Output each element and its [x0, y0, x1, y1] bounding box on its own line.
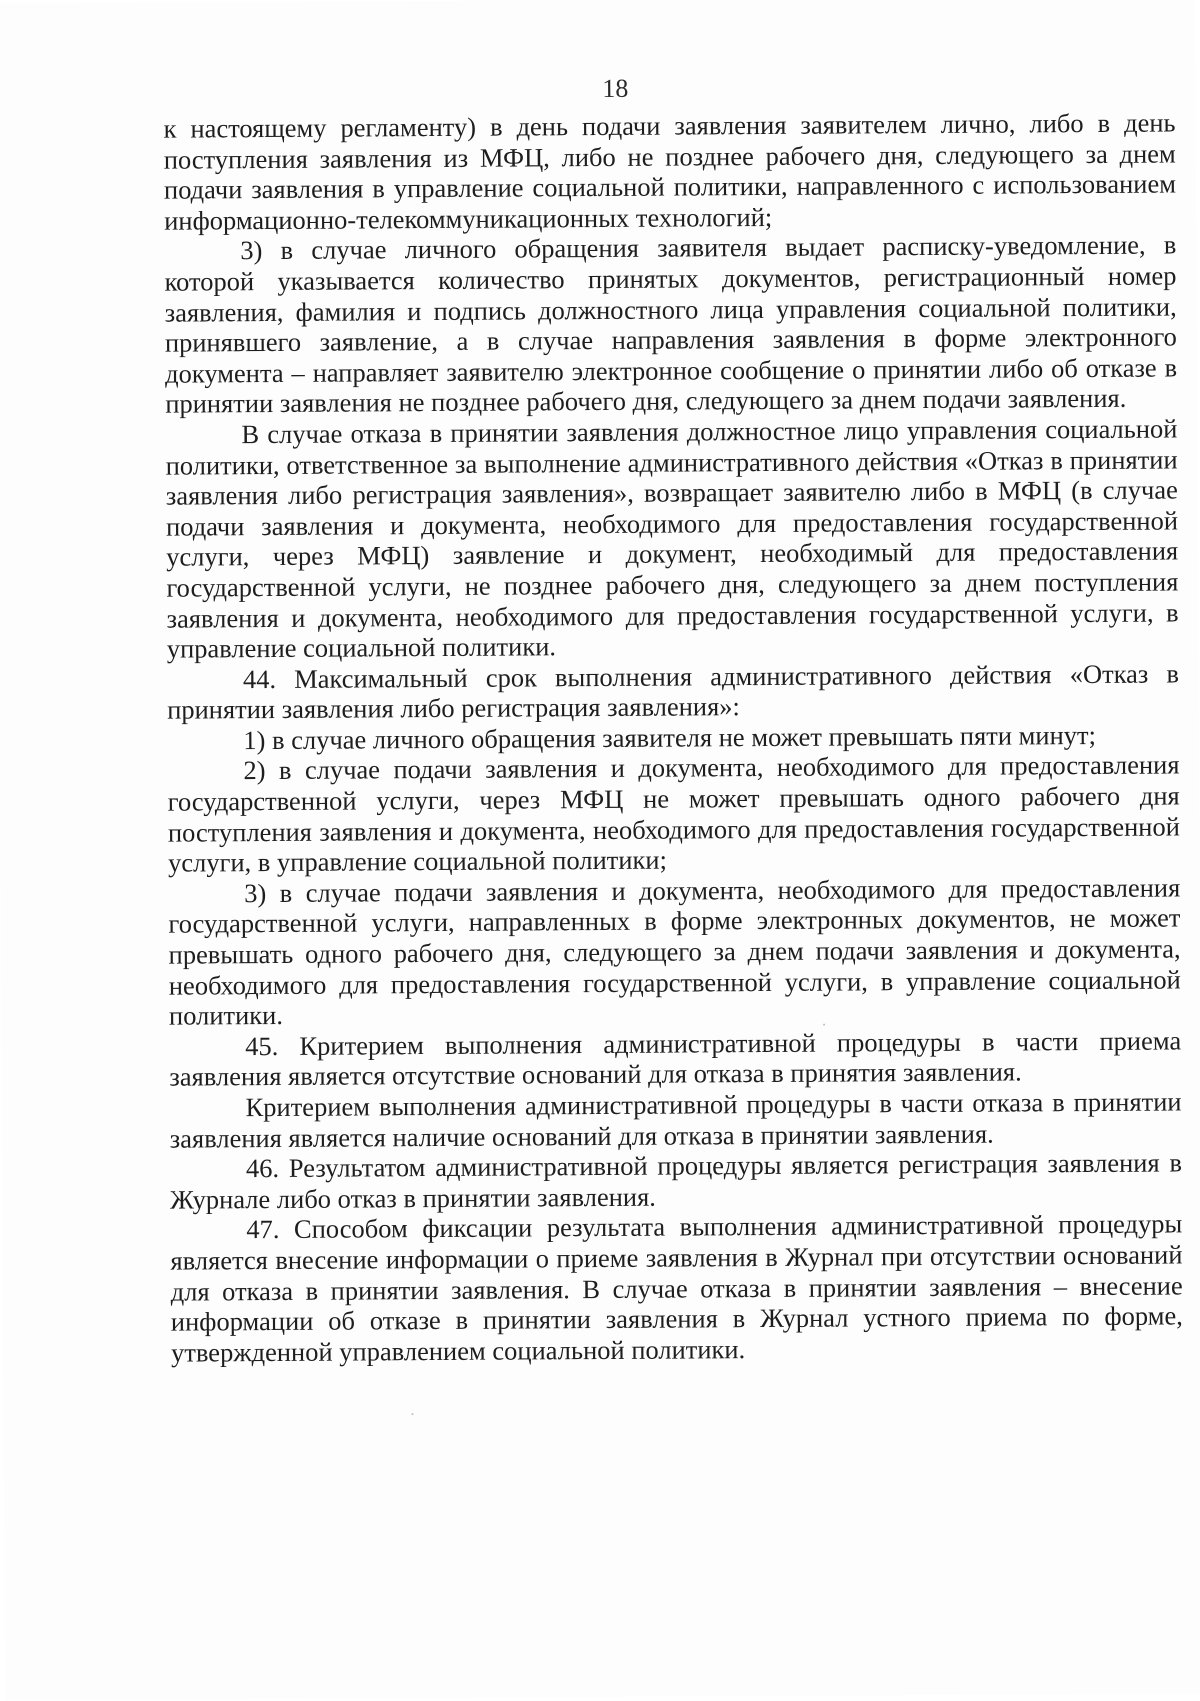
- paragraph-44-item-2: 2) в случае подачи заявления и документа, необходимого для предоставления государственной услуги, через МФЦ не может превышать одного рабочего дня поступления заявления и документа, необходимого для предоставления государственной услуги, в управление социальной политики;: [167, 749, 1180, 878]
- paragraph-44-item-1: 1) в случае личного обращения заявителя не может превышать пяти минут;: [243, 719, 1097, 756]
- paragraph-44-item-3: 3) в случае подачи заявления и документа, необходимого для предоставления государственной услуги, направленных в форме электронных документов, не может превышать одного рабочего дня, следующего за днем подачи заявления и документа, необходимого для предоставления государственной услуги, в управление социальной политики.: [168, 872, 1181, 1031]
- scan-speck: [823, 1024, 825, 1026]
- paragraph-46: 46. Результатом административной процедуры является регистрация заявления в Журнале либо отказ в принятии заявления.: [170, 1147, 1183, 1215]
- paragraph-item-3-receipt: 3) в случае личного обращения заявителя выдает расписку-уведомление, в которой указывается количество принятых документов, регистрационный номер заявления, фамилия и подпись должностного лица управления социальной политики, принявшего заявление, а в случае направления заявления в форме электронного документа – направляет заявителю электронное сообщение о принятии либо об отказе в принятии заявления не позднее рабочего дня, следующего за днем подачи заявления.: [164, 229, 1178, 419]
- page-number: 18: [602, 73, 629, 103]
- paragraph-47: 47. Способом фиксации результата выполнения административной процедуры является внесение информации о приеме заявления в Журнал при отсутствии оснований для отказа в принятии заявления. В случае отказа в принятии заявления – внесение информации об отказе в принятии заявления в Журнал устного приема по форме, утвержденной управлением социальной политики.: [170, 1208, 1183, 1368]
- paragraph-45-refusal-criterion: Критерием выполнения административной процедуры в части отказа в принятии заявления является наличие оснований для отказа в принятии заявления.: [169, 1086, 1182, 1154]
- paragraph-refusal-return: В случае отказа в принятии заявления должностное лицо управления социальной политики, ответственное за выполнение административного действия «Отказ в принятии заявления либо регистрация заявления», возвращает заявителю либо в МФЦ (в случае подачи заявления и документа, необходимого для предоставления государственной услуги, через МФЦ) заявление и документ, необходимый для предоставления государственной услуги, не позднее рабочего дня, следующего за днем поступления заявления и документа, необходимого для предоставления государственной услуги, в управление социальной политики.: [165, 413, 1179, 664]
- scan-speck: [411, 1413, 413, 1415]
- paragraph-44: 44. Максимальный срок выполнения административного действия «Отказ в принятии заявления либо регистрация заявления»:: [167, 658, 1180, 725]
- document-body: [163, 107, 1183, 1368]
- paragraph-continuation: к настоящему регламенту) в день подачи заявления заявителем лично, либо в день поступления заявления из МФЦ, либо не позднее рабочего дня, следующего за днем подачи заявления в управление социальной политики, направленного с использованием информационно-телекоммуникационных технологий;: [163, 107, 1177, 236]
- paragraph-45: 45. Критерием выполнения административной процедуры в части приема заявления является отсутствие оснований для отказа в принятия заявления.: [169, 1025, 1182, 1093]
